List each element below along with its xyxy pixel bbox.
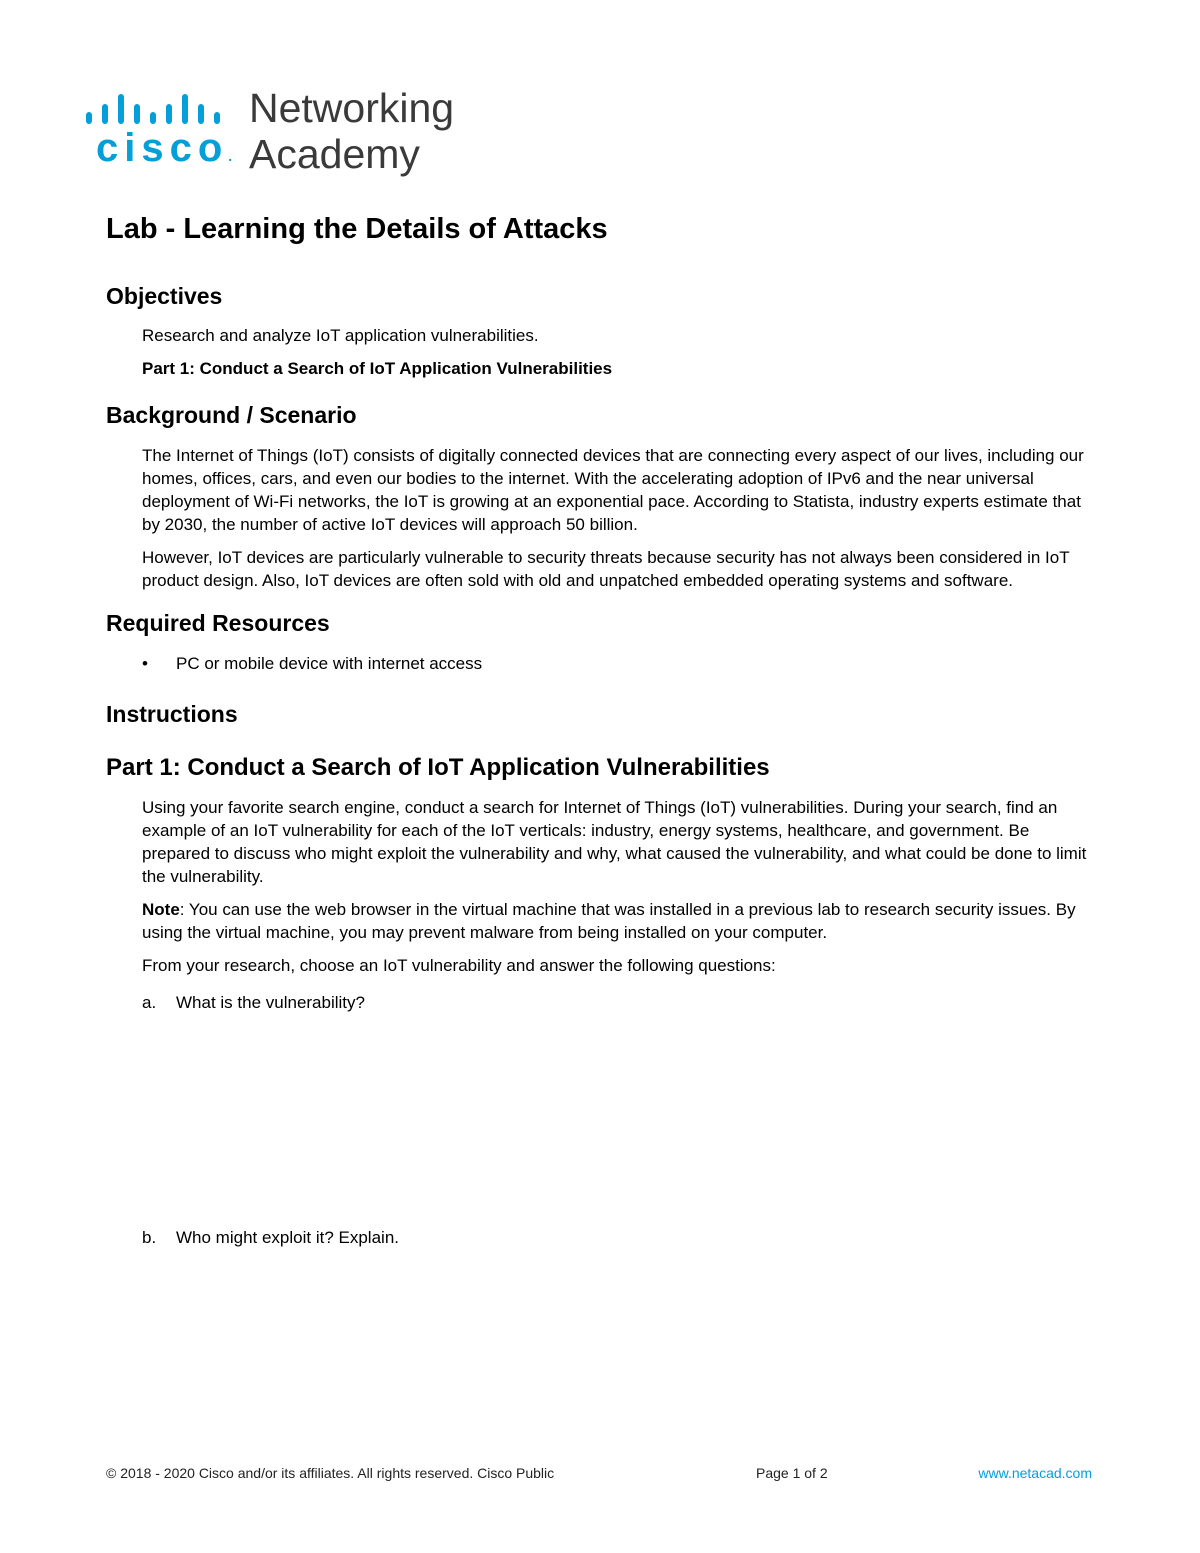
- page-title: Lab - Learning the Details of Attacks: [106, 213, 608, 245]
- objectives-section: [106, 283, 1096, 381]
- instructions-heading: Instructions: [106, 700, 238, 727]
- page-footer: [106, 1465, 1096, 1485]
- resources-section: [106, 610, 1096, 675]
- objectives-heading: Objectives: [106, 282, 223, 309]
- list-item: • PC or mobile device with internet access: [142, 652, 1096, 675]
- question-text: What is the vulnerability?: [176, 993, 365, 1013]
- question-label: a.: [142, 993, 157, 1013]
- cisco-bars-icon: [86, 94, 232, 124]
- note-label: Note: [142, 900, 180, 920]
- note-paragraph: [142, 898, 1096, 944]
- question-b: [142, 1226, 1096, 1249]
- background-heading: Background / Scenario: [106, 402, 357, 429]
- copyright-text: © 2018 - 2020 Cisco and/or its affiliates. All rights reserved. Cisco Public: [106, 1465, 555, 1481]
- research-prompt: From your research, choose an IoT vulnerability and answer the following questions:: [142, 956, 776, 976]
- question-text: Who might exploit it? Explain.: [176, 1228, 399, 1248]
- question-label: b.: [142, 1228, 157, 1248]
- logo-networking-text: Networking: [249, 85, 455, 131]
- resources-heading: Required Resources: [106, 609, 330, 636]
- netacad-link[interactable]: www.netacad.com: [978, 1465, 1092, 1481]
- logo-academy-text: Academy: [249, 131, 420, 177]
- background-paragraph-1: The Internet of Things (IoT) consists of digitally connected devices that are connecting every aspect of our lives, including our homes, offices, cars, and even our bodies to the internet. With the accelerating adoption of IPv6 and the near universal deployment of Wi-Fi networks, the IoT is growing at an exponential pace. According to Statista, industry experts estimate that by 2030, the number of active IoT devices will approach 50 billion.: [142, 445, 1084, 534]
- resources-list: [142, 652, 1096, 675]
- part1-paragraph: Using your favorite search engine, conduct a search for Internet of Things (IoT) vulnerabilities. During your search, find an example of an IoT vulnerability for each of the IoT verticals: industry, energy systems, healthcare, and government. Be prepared to discuss who might exploit the vulnerability and why, what caused the vulnerability, and what could be done to limit the vulnerability.: [142, 798, 1087, 887]
- part1-section: [106, 754, 1096, 1249]
- note-text: : You can use the web browser in the virtual machine that was installed in a previous lab to research security issues. By using the virtual machine, you may prevent malware from being installed on your computer.: [142, 900, 1076, 943]
- objectives-part: Part 1: Conduct a Search of IoT Application Vulnerabilities: [142, 359, 613, 379]
- background-section: [106, 402, 1096, 592]
- background-paragraph-2: However, IoT devices are particularly vulnerable to security threats because security has not always been considered in IoT product design. Also, IoT devices are often sold with old and unpatched embedded operating systems and software.: [142, 547, 1070, 590]
- cisco-wordmark: cisco.: [96, 126, 233, 170]
- objectives-text: Research and analyze IoT application vulnerabilities.: [142, 326, 539, 346]
- page-number: Page 1 of 2: [756, 1465, 828, 1481]
- part1-heading: Part 1: Conduct a Search of IoT Application Vulnerabilities: [106, 754, 770, 782]
- document-body: [106, 212, 1096, 1249]
- cisco-networking-academy-logo: [86, 86, 486, 186]
- question-a: [142, 991, 1096, 1014]
